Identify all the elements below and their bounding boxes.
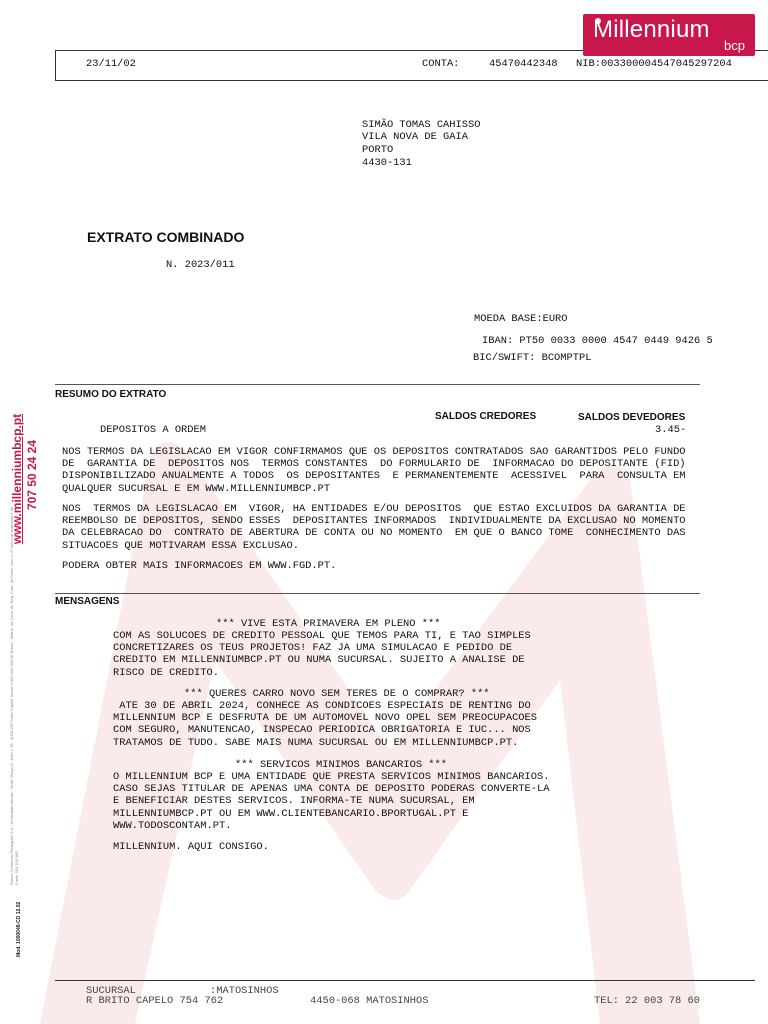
side-legal-text: Banco Comercial Português S.A., Sociedade Aberta - Sede: Praça D. João I, 28 - 4000-295 Porto Capital Social 3.000.000.000,00 Euros - Matric. na Cons. do Reg. Com. do Porto, com o Nº único de matrícula e de Contr. 501 525 882 [9, 506, 19, 885]
address-locality: VILA NOVA DE GAIA [362, 131, 469, 143]
statement-date: 23/11/02 [86, 58, 136, 70]
divider-mensagens [55, 593, 700, 594]
base-currency: MOEDA BASE:EURO [474, 313, 568, 325]
account-number: 45470442348 [489, 58, 558, 70]
message-2-body: ATE 30 DE ABRIL 2024, CONHECE AS CONDICOES ESPECIAIS DE RENTING DO MILLENNIUM BCP E DESFRUTA DE UM AUTOMOVEL NOVO OPEL SEM PREOCUPACOES COM SEGURO, MANUTENCAO, INSPECAO PERIODICA OBRIGATORIA E IUC... NOS TRATAMOS DE TUDO. SABE MAIS NUMA SUCURSAL OU EM MILLENNIUMBCP.PT. [113, 700, 538, 749]
footer-street: R BRITO CAPELO 754 762 [86, 995, 224, 1007]
notice-fgd-exclusions: NOS TERMOS DA LEGISLACAO EM VIGOR, HA ENTIDADES E/OU DEPOSITOS QUE ESTAO EXCLUIDOS DA GARANTIA DE REEMBOLSO DE DEPOSITOS, SENDO ESSES DEPOSITANTES INFORMADOS INDIVIDUALMENTE DA EXCLUSAO NO MOMENTO DA CELEBRACAO DO CONTRATO DE ABERTURA DE CONTA OU NO MOMENTO EM QUE O BANCO TOME CONHECIMENTO DAS SITUACOES QUE MOTIVARAM ESSA EXCLUSAO. [62, 503, 686, 552]
bic-swift: BIC/SWIFT: BCOMPTPL [473, 352, 592, 364]
logo-brand-sub: bcp [724, 38, 745, 53]
message-1-title: *** VIVE ESTA PRIMAVERA EM PLENO *** [216, 618, 441, 630]
address-postcode: 4430-131 [362, 157, 412, 169]
message-3-body: O MILLENNIUM BCP E UMA ENTIDADE QUE PRESTA SERVICOS MINIMOS BANCARIOS. CASO SEJAS TITULAR DE APENAS UMA CONTA DE DEPOSITO PODERAS CONVERTE-LA E BENEFICIAR DESTES SERVICOS. INFORMA-TE NUMA SUCURSAL, EM MILLENNIUMBCP.PT OU EM WWW.CLIENTEBANCARIO.BPORTUGAL.PT E WWW.TODOSCONTAM.PT. [113, 771, 550, 832]
address-name: SIMÃO TOMAS CAHISSO [362, 119, 481, 131]
row-depositos-label: DEPOSITOS A ORDEM [100, 424, 207, 436]
statement-title: EXTRATO COMBINADO [87, 229, 245, 245]
message-3-title: *** SERVICOS MINIMOS BANCARIOS *** [235, 759, 448, 771]
side-website-link[interactable]: www.millenniumbcp.pt [10, 413, 24, 545]
side-form-code: Mod. 1000048-CD 12.02 [16, 901, 22, 957]
nib-number: NIB:003300004547045297204 [576, 58, 732, 70]
iban: IBAN: PT50 0033 0000 4547 0449 9426 5 [482, 335, 713, 347]
address-city: PORTO [362, 144, 394, 156]
footer-postal: 4450-068 MATOSINHOS [310, 995, 429, 1007]
side-phone-number: 707 50 24 24 [25, 439, 39, 511]
notice-fgd-more-info: PODERA OBTER MAIS INFORMACOES EM WWW.FGD.PT. [62, 560, 337, 572]
account-label: CONTA: [422, 58, 460, 70]
statement-number: N. 2023/011 [166, 259, 235, 271]
resumo-heading: RESUMO DO EXTRATO [55, 389, 167, 400]
col-saldos-credores: SALDOS CREDORES [435, 411, 537, 422]
message-1-body: COM AS SOLUCOES DE CREDITO PESSOAL QUE TEMOS PARA TI, E TAO SIMPLES CONCRETIZARES OS TEUS PROJETOS! FAZ JA UMA SIMULACAO E PEDIDO DE CREDITO EM MILLENNIUMBCP.PT OU NUMA SUCURSAL. SUJEITO A ANALISE DE RISCO DE CREDITO. [113, 630, 531, 679]
row-depositos-value: 3.45- [655, 424, 687, 436]
closing-slogan: MILLENNIUM. AQUI CONSIGO. [113, 841, 269, 853]
divider-resumo [55, 384, 700, 385]
footer-sucursal-value: :MATOSINHOS [210, 985, 279, 997]
notice-fgd-guarantee: NOS TERMOS DA LEGISLACAO EM VIGOR CONFIRMAMOS QUE OS DEPOSITOS CONTRATADOS SAO GARANTIDOS PELO FUNDO DE GARANTIA DE DEPOSITOS NOS TERMOS CONSTANTES DO FORMULARIO DE INFORMACAO DO DEPOSITANTE (FID) DISPONIBILIZADO ANUALMENTE A TODOS OS DEPOSITANTES E PERMANENTEMENTE ACESSIVEL PARA CONSULTA EM QUALQUER SUCURSAL E EM WWW.MILLENNIUMBCP.PT [62, 446, 686, 495]
footer-telephone: TEL: 22 003 78 60 [594, 995, 701, 1007]
logo-brand-name: Millennium [593, 16, 710, 43]
col-saldos-devedores: SALDOS DEVEDORES [578, 412, 686, 423]
message-2-title: *** QUERES CARRO NOVO SEM TERES DE O COMPRAR? *** [184, 688, 490, 700]
millennium-bcp-logo [583, 14, 755, 56]
footer-sucursal-label: SUCURSAL [86, 985, 136, 997]
divider-footer [55, 980, 755, 981]
mensagens-heading: MENSAGENS [55, 596, 120, 607]
